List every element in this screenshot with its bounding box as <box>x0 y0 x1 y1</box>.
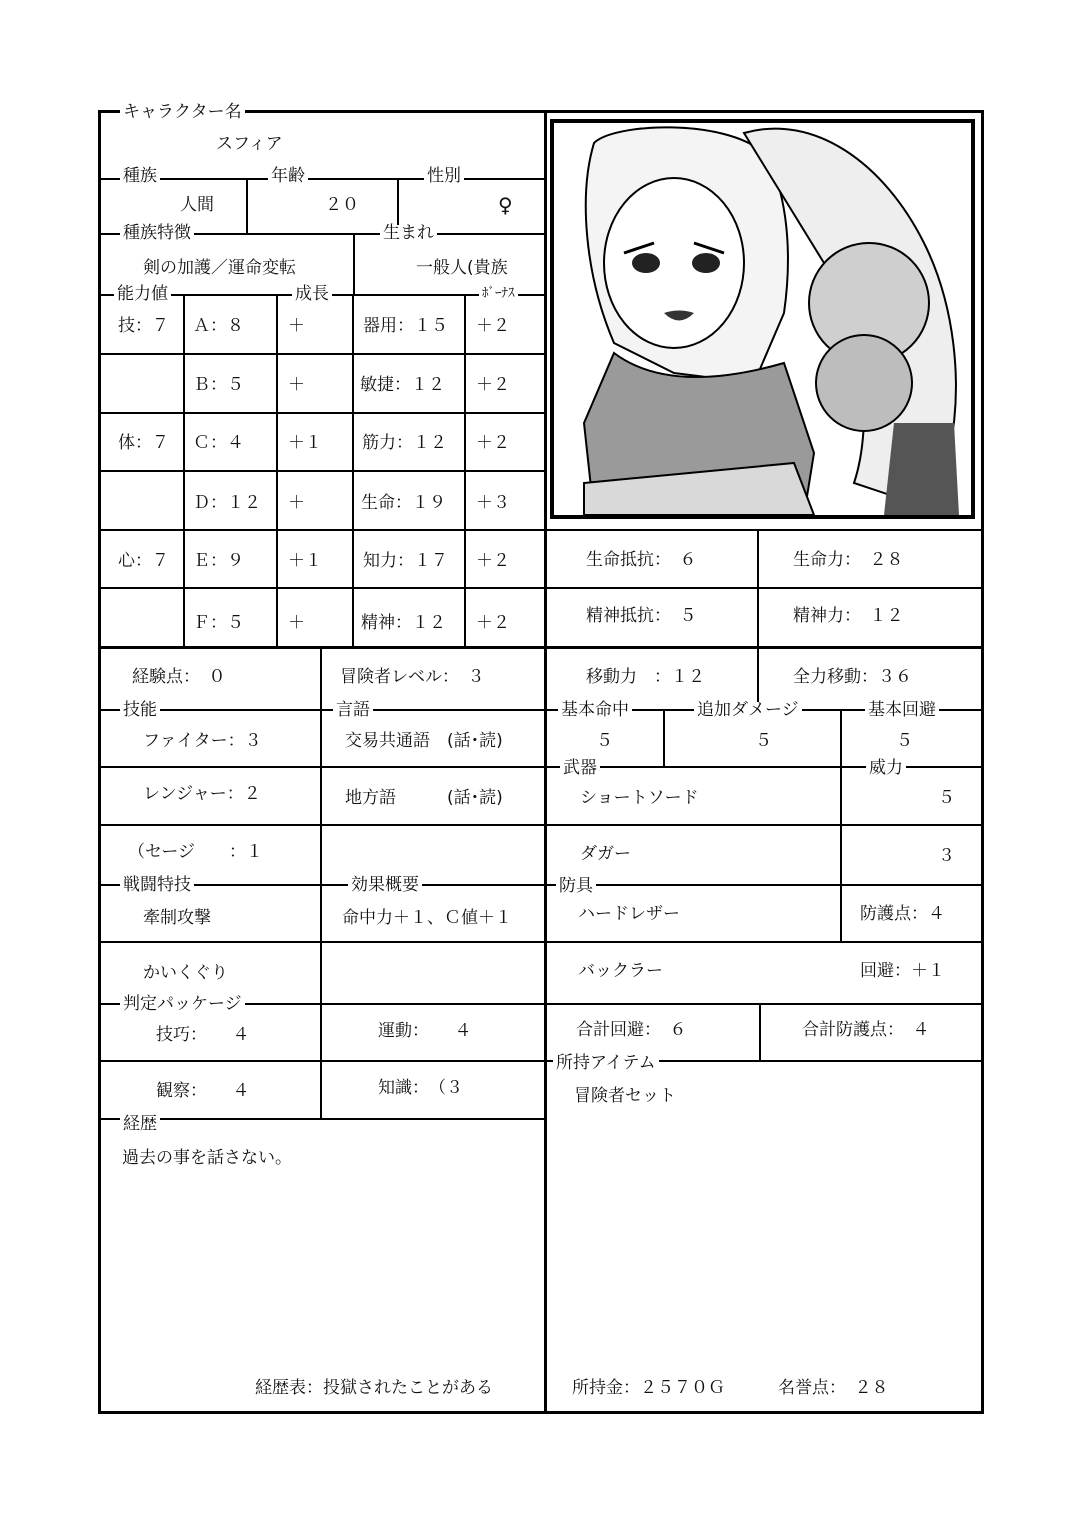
ability-row-bonus: ＋３ <box>476 493 510 513</box>
character-portrait <box>550 119 975 519</box>
mp-value: 精神力： １２ <box>793 606 904 626</box>
age-label: 年齢 <box>268 168 308 185</box>
base-body: 体：７ <box>118 433 169 453</box>
ability-row-stat: 精神：１２ <box>361 613 446 633</box>
ability-row-stat: 筋力：１２ <box>362 433 447 453</box>
item-entry: 冒険者セット <box>574 1086 676 1106</box>
history-label: 経歴 <box>120 1116 160 1133</box>
hp-value: 生命力： ２８ <box>793 550 904 570</box>
feat-effect: 命中力＋１、Ｃ値＋１ <box>342 908 512 928</box>
bonus-label: ﾎﾞｰﾅｽ <box>479 287 518 300</box>
hit-label: 基本命中 <box>558 702 632 719</box>
language-item: 交易共通語 (話･読) <box>345 731 503 751</box>
armor-label: 防具 <box>556 878 596 895</box>
check-observe: 観察： ４ <box>156 1081 250 1101</box>
ability-row-growth: ＋ <box>288 613 305 633</box>
move-value: 移動力 ：１２ <box>586 667 705 687</box>
base-tech: 技：７ <box>118 316 169 336</box>
sex-label: 性別 <box>424 168 464 185</box>
honor-value: 名誉点： ２８ <box>778 1378 889 1398</box>
damage-label: 追加ダメージ <box>694 702 802 719</box>
feat-name: 牽制攻撃 <box>143 908 211 928</box>
check-athletic: 運動： ４ <box>378 1021 472 1041</box>
weapons-label: 武器 <box>560 760 600 777</box>
evade-value: ５ <box>896 731 913 751</box>
items-label: 所持アイテム <box>553 1055 659 1072</box>
total-defense: 合計防護点： ４ <box>802 1020 930 1040</box>
weapon-power: ５ <box>938 788 955 808</box>
check-knowledge: 知識： （３ <box>378 1078 463 1098</box>
birth-label: 生まれ <box>380 225 437 242</box>
mind-resist: 精神抵抗： ５ <box>586 606 697 626</box>
character-name-label: キャラクター名 <box>120 104 245 121</box>
exp-points: 経験点： ０ <box>132 667 226 687</box>
sex-value: ♀ <box>498 193 513 217</box>
total-evade: 合計回避： ６ <box>576 1020 687 1040</box>
ability-row-bonus: ＋２ <box>476 316 510 336</box>
language-item: 地方語 (話･読) <box>345 788 503 808</box>
armor-name: バックラー <box>578 961 663 981</box>
ability-row-growth: ＋１ <box>288 551 322 571</box>
ability-row-letter: Ｅ：９ <box>193 551 244 571</box>
checks-label: 判定パッケージ <box>120 996 245 1013</box>
evade-label: 基本回避 <box>865 702 939 719</box>
history-text: 過去の事を話さない。 <box>122 1148 292 1168</box>
ability-row-letter: Ａ：８ <box>193 316 244 336</box>
ability-row-letter: Ｆ：５ <box>193 613 244 633</box>
birth-value: 一般人(貴族 <box>416 258 508 278</box>
ability-row-stat: 知力：１７ <box>363 551 448 571</box>
power-label: 威力 <box>866 760 906 777</box>
weapon-name: ダガー <box>580 844 631 864</box>
ability-row-stat: 生命：１９ <box>361 493 446 513</box>
ability-row-letter: Ｃ：４ <box>193 433 244 453</box>
race-label: 種族 <box>120 168 160 185</box>
character-name: スフィア <box>216 134 283 154</box>
ability-row-growth: ＋ <box>288 493 305 513</box>
weapon-name: ショートソード <box>580 788 699 808</box>
race-trait-value: 剣の加護／運命変転 <box>143 258 296 278</box>
money-value: 所持金：２５７０Ｇ <box>572 1378 725 1398</box>
full-move-value: 全力移動：３６ <box>793 667 912 687</box>
skill-item: （セージ ：１ <box>128 842 263 862</box>
life-resist: 生命抵抗： ６ <box>586 550 697 570</box>
ability-row-stat: 敏捷：１２ <box>360 375 445 395</box>
ability-row-bonus: ＋２ <box>476 551 510 571</box>
portrait-illustration <box>554 123 971 515</box>
ability-row-bonus: ＋２ <box>476 613 510 633</box>
race-value: 人間 <box>180 195 214 215</box>
race-trait-label: 種族特徴 <box>120 225 194 242</box>
ability-row-stat: 器用：１５ <box>363 316 448 336</box>
ability-row-growth: ＋ <box>288 316 305 336</box>
damage-value: ５ <box>755 731 772 751</box>
adventurer-level: 冒険者レベル： ３ <box>340 667 485 687</box>
ability-row-letter: Ｄ：１２ <box>193 493 261 513</box>
ability-row-growth: ＋ <box>288 375 305 395</box>
feat-name: かいくぐり <box>143 963 228 983</box>
skills-label: 技能 <box>120 702 160 719</box>
languages-label: 言語 <box>333 702 373 719</box>
armor-value: 回避：＋１ <box>860 961 945 981</box>
check-tech: 技巧： ４ <box>156 1025 250 1045</box>
base-mind: 心：７ <box>118 551 169 571</box>
growth-label: 成長 <box>292 286 332 303</box>
ability-row-bonus: ＋２ <box>476 433 510 453</box>
ability-label: 能力値 <box>114 286 171 303</box>
ability-row-growth: ＋１ <box>288 433 322 453</box>
effect-label: 効果概要 <box>348 877 422 894</box>
skill-item: ファイター：３ <box>143 731 262 751</box>
age-value: ２０ <box>325 195 359 215</box>
armor-name: ハードレザー <box>578 904 680 924</box>
hit-value: ５ <box>596 731 613 751</box>
history-table: 経歴表：投獄されたことがある <box>255 1378 493 1398</box>
feats-label: 戦闘特技 <box>120 877 194 894</box>
weapon-power: ３ <box>938 846 955 866</box>
ability-row-bonus: ＋２ <box>476 375 510 395</box>
armor-value: 防護点：４ <box>860 904 945 924</box>
skill-item: レンジャー：２ <box>143 784 261 804</box>
ability-row-letter: Ｂ：５ <box>193 375 244 395</box>
